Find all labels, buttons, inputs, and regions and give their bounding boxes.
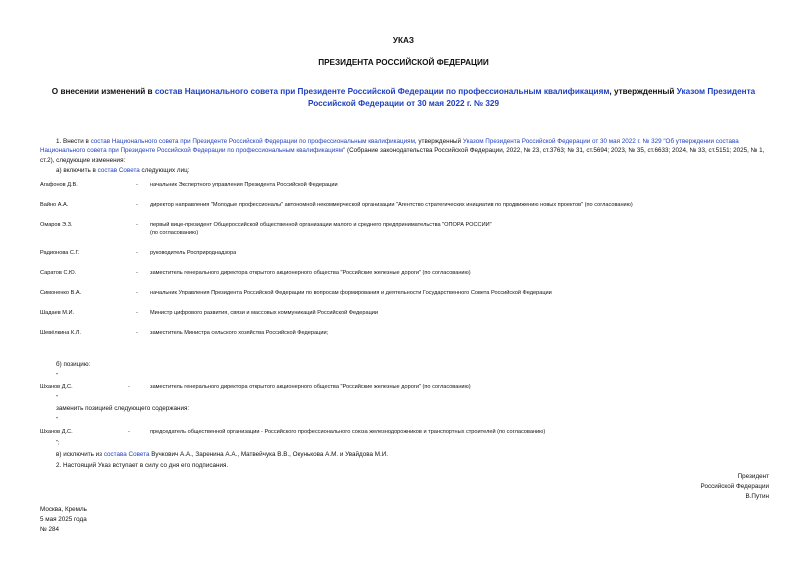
- member-position: Министр цифрового развития, связи и массовых коммуникаций Российской Федерации: [150, 310, 379, 316]
- sub-a-text-2: следующих лиц:: [139, 167, 190, 174]
- subject-text-1: О внесении изменений в: [51, 87, 155, 96]
- sub-a-link-council[interactable]: состав Совета: [97, 167, 140, 174]
- member-dash: -: [136, 290, 138, 296]
- item1-link-council[interactable]: состав Национального совета при Президенте Российской Федерации по профессиональным квалификациям: [90, 138, 415, 145]
- item1-text-3: (Собрание законодательства Российской Федерации, 2022, № 23, ст.3763; № 31, ст.5694; 2023, № 35, ст.6633; 2024, № 33, ст.5151; 2025, № 1, ст.2), следующие изменения:: [40, 147, 765, 164]
- quote-mark: ": [56, 373, 58, 379]
- sub-item-b-label: б) позицию:: [56, 361, 91, 368]
- new-position-name: Шханов Д.С.: [40, 429, 73, 435]
- new-position-dash: -: [128, 429, 130, 435]
- item1-text-2: , утвержденный: [414, 138, 463, 145]
- member-dash: -: [136, 270, 138, 276]
- sub-c-link-council[interactable]: состава Совета: [103, 451, 150, 458]
- sub-a-text-1: а) включить в: [56, 167, 98, 174]
- member-dash: -: [136, 330, 138, 336]
- decree-title: УКАЗ: [392, 36, 415, 45]
- signature-name: В.Путин: [745, 493, 769, 500]
- item1-text-1: 1. Внести в: [56, 138, 91, 145]
- footer-number: № 284: [40, 526, 60, 533]
- member-position-note: (по согласованию): [150, 230, 199, 236]
- member-dash: -: [136, 310, 138, 316]
- quote-mark-end: ";: [56, 440, 60, 446]
- footer-date: 5 мая 2025 года: [40, 516, 87, 523]
- member-name: Симоненко В.А.: [40, 290, 82, 296]
- member-dash: -: [136, 202, 138, 208]
- decree-subject: [40, 86, 767, 110]
- subject-link-decree[interactable]: Указом Президента Российской Федерации от 30 мая 2022 г. № 329: [307, 87, 756, 108]
- item-2: 2. Настоящий Указ вступает в силу со дня его подписания.: [56, 462, 229, 469]
- member-name: Агафонов Д.В.: [40, 182, 78, 188]
- new-position-desc: председатель общественной организации - Российского профессионального союза железнодорожников и транспортных строителей (по согласованию): [150, 429, 546, 435]
- signature-country: Российской Федерации: [700, 483, 769, 490]
- member-dash: -: [136, 222, 138, 228]
- member-name: Радионова С.Г.: [40, 250, 80, 256]
- member-position: заместитель Министра сельского хозяйства Российской Федерации;: [150, 330, 329, 336]
- quote-mark: ": [56, 417, 58, 423]
- member-dash: -: [136, 182, 138, 188]
- member-position: заместитель генерального директора открытого акционерного общества "Российские железные дороги" (по согласованию): [150, 270, 471, 276]
- old-position-name: Шханов Д.С.: [40, 384, 73, 390]
- sub-item-a: [56, 166, 189, 175]
- decree-issuer: ПРЕЗИДЕНТА РОССИЙСКОЙ ФЕДЕРАЦИИ: [318, 58, 489, 67]
- member-position: руководитель Росприроднадзора: [150, 250, 237, 256]
- member-name: Шевёлкина К.Л.: [40, 330, 81, 336]
- member-name: Шадаев М.И.: [40, 310, 75, 316]
- replace-text: заменить позицией следующего содержания:: [56, 405, 190, 412]
- subject-text-2: , утвержденный: [609, 87, 677, 96]
- member-name: Вайно А.А.: [40, 202, 69, 208]
- sub-item-c: [56, 450, 388, 459]
- old-position-dash: -: [128, 384, 130, 390]
- member-dash: -: [136, 250, 138, 256]
- member-name: Саратов С.Ю.: [40, 270, 77, 276]
- member-position: первый вице-президент Общероссийской общественной организации малого и среднего предпринимательства "ОПОРА РОССИИ": [150, 222, 492, 228]
- member-name: Омаров Э.З.: [40, 222, 73, 228]
- member-position: директор направления "Молодые профессионалы" автономной некоммерческой организации "Агентство стратегических инициатив по продвижению новых проектов" (по согласованию): [150, 202, 633, 208]
- item1-link-decree[interactable]: Указом Президента Российской Федерации от 30 мая 2022 г. № 329 "Об утверждении состава Национального совета при Президенте Российской Федерации по профессиональным квалификациям": [40, 138, 739, 155]
- subject-link-council[interactable]: состав Национального совета при Президенте Российской Федерации по профессиональным квалификациям: [154, 87, 610, 96]
- item-1: [40, 137, 770, 165]
- footer-place: Москва, Кремль: [40, 506, 87, 513]
- sub-c-text-2: Вучкович А.А., Заренина А.А., Матвейчука В.В., Окунькова А.М. и Увайдова М.И.: [149, 451, 389, 458]
- sub-c-text-1: в) исключить из: [56, 451, 104, 458]
- quote-mark: ": [56, 395, 58, 401]
- member-position: начальник Экспертного управления Президента Российской Федерации: [150, 182, 338, 188]
- member-position: начальник Управления Президента Российской Федерации по вопросам формирования и деятельности Государственного Совета Российской Федерации: [150, 290, 552, 296]
- signature-title: Президент: [737, 473, 769, 480]
- old-position-desc: заместитель генерального директора открытого акционерного общества "Российские железные дороги" (по согласованию): [150, 384, 471, 390]
